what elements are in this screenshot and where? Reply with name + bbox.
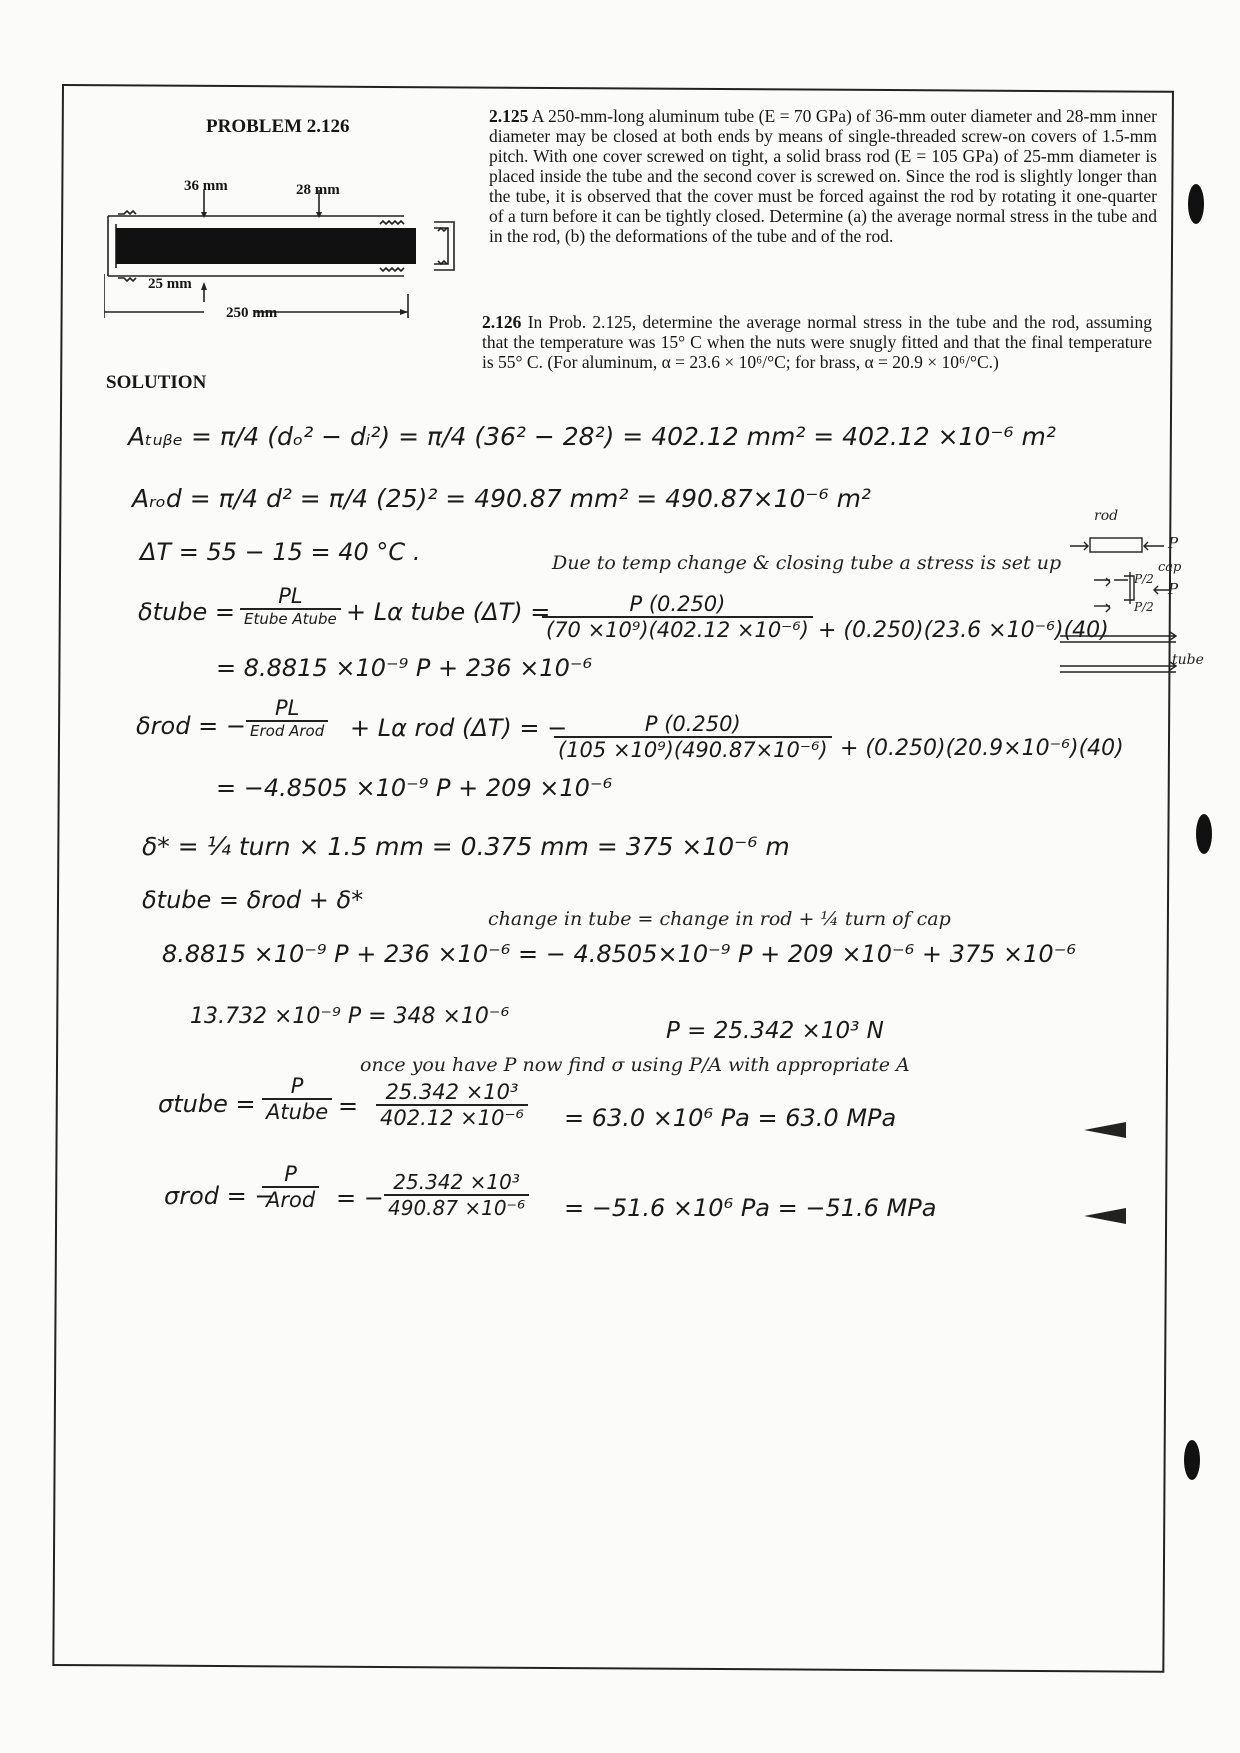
delta-t-line: ΔT = 55 − 15 = 40 °C . <box>140 538 421 566</box>
problem-2-126-number: 2.126 <box>482 312 522 332</box>
dim-rod-diameter: 25 mm <box>148 276 192 292</box>
temp-change-note: Due to temp change & closing tube a stress is set up <box>552 552 1062 574</box>
area-tube-line: Aₜᵤᵦₑ = π/4 (dₒ² − dᵢ²) = π/4 (36² − 28²) = 402.12 mm² = 402.12 ×10⁻⁶ m² <box>128 422 1056 451</box>
area-rod-line: Aᵣₒd = π/4 d² = π/4 (25)² = 490.87 mm² = 490.87×10⁻⁶ m² <box>132 484 871 513</box>
problem-2-125-number: 2.125 <box>489 106 529 126</box>
problem-2-126-text: In Prob. 2.125, determine the average normal stress in the tube and the rod, assuming that the temperature was 15° C when the nuts were snugly fitted and that the final temperature is 55° C. (For aluminum, α = 23.6 × 10⁶/°C; for brass, α = 20.9 × 10⁶/°C.) <box>482 312 1153 372</box>
delta-tube-result: = 8.8815 ×10⁻⁹ P + 236 ×10⁻⁶ <box>216 654 593 682</box>
sketch-p-right: P <box>1168 580 1179 598</box>
delta-rod-fraction-1 <box>246 696 328 740</box>
problem-title: PROBLEM 2.126 <box>206 116 350 137</box>
fraction-denominator: Etube Atube <box>244 610 337 628</box>
fraction-numerator: PL <box>246 696 328 722</box>
delta-tube-fraction-2 <box>542 592 813 642</box>
compatibility-note: change in tube = change in rod + ¼ turn of cap <box>488 908 951 930</box>
problem-2-126 <box>482 312 1152 372</box>
solution-label: SOLUTION <box>106 372 207 393</box>
sigma-rod-equals: = − <box>336 1184 384 1212</box>
sigma-tube-lhs: σtube = <box>158 1090 256 1118</box>
fraction-numerator: PL <box>240 584 341 610</box>
delta-rod-fraction-2 <box>554 712 832 762</box>
delta-tube-lhs: δtube = <box>138 598 236 626</box>
fraction-numerator: P <box>262 1162 319 1188</box>
delta-rod-lhs: δrod = − <box>136 712 246 740</box>
p-result: P = 25.342 ×10³ N <box>666 1018 884 1044</box>
sketch-tube-label: tube <box>1172 652 1204 668</box>
solve-p-line: 13.732 ×10⁻⁹ P = 348 ×10⁻⁶ <box>190 1004 510 1029</box>
sigma-rod-lhs: σrod = − <box>164 1182 275 1210</box>
problem-2-125-text: A 250-mm-long aluminum tube (E = 70 GPa) of 36-mm outer diameter and 28-mm inner diameter may be closed at both ends by means of single-threaded screw-on covers of 1.5-mm pitch. With one cover screwed on tight, a solid brass rod (E = 105 GPa) of 25-mm diameter is placed inside the tube and the second cover is screwed on. Since the rod is slightly longer than the tube, it is observed that the cover must be forced against the rod by rotating it one-quarter of a turn before it can be tightly closed. Determine (a) the average normal stress in the tube and in the rod, (b) the deformations of the tube and of the rod. <box>489 106 1157 246</box>
fraction-denominator: Erod Arod <box>250 722 325 740</box>
delta-tube-thermal: + Lα tube (ΔT) = <box>346 598 551 626</box>
sketch-cap-label: cap <box>1158 560 1182 575</box>
problem-2-125 <box>489 106 1157 246</box>
fraction-denominator: Atube <box>266 1100 329 1124</box>
delta-rod-thermal-values: + (0.250)(20.9×10⁻⁶)(40) <box>840 736 1124 761</box>
binder-hole-top <box>1188 184 1204 224</box>
sigma-tube-fraction-2 <box>376 1080 528 1130</box>
sketch-p-half-2: P/2 <box>1134 600 1154 614</box>
dim-outer-diameter: 36 mm <box>184 178 228 194</box>
sketch-p-half-1: P/2 <box>1134 572 1154 586</box>
compatibility-expanded: 8.8815 ×10⁻⁹ P + 236 ×10⁻⁶ = − 4.8505×10⁻⁹ P + 209 ×10⁻⁶ + 375 ×10⁻⁶ <box>162 940 1076 968</box>
free-body-sketch <box>1060 520 1180 690</box>
delta-star-line: δ* = ¼ turn × 1.5 mm = 0.375 mm = 375 ×10⁻⁶ m <box>142 832 790 861</box>
sketch-p-top: P <box>1168 534 1179 552</box>
fraction-numerator: 25.342 ×10³ <box>376 1080 528 1106</box>
fraction-denominator: 490.87 ×10⁻⁶ <box>388 1196 526 1220</box>
sketch-rod-label: rod <box>1094 508 1119 524</box>
sigma-tube-result: = 63.0 ×10⁶ Pa = 63.0 MPa <box>564 1104 897 1132</box>
sigma-rod-fraction-2 <box>384 1170 529 1220</box>
fraction-denominator: (105 ×10⁹)(490.87×10⁻⁶) <box>558 738 828 762</box>
fraction-numerator: 25.342 ×10³ <box>384 1170 529 1196</box>
sigma-rod-fraction-1 <box>262 1162 319 1212</box>
fraction-numerator: P <box>262 1074 332 1100</box>
answer-marker-icon <box>1084 1208 1126 1224</box>
dim-length: 250 mm <box>226 305 278 321</box>
tube-diagram <box>104 176 474 326</box>
sigma-tube-equals: = <box>338 1092 359 1120</box>
fraction-denominator: Arod <box>266 1188 316 1212</box>
binder-hole-middle <box>1196 814 1212 854</box>
fraction-denominator: (70 ×10⁹)(402.12 ×10⁻⁶) <box>546 618 809 642</box>
stress-note: once you have P now find σ using P/A with appropriate A <box>360 1054 910 1076</box>
fraction-denominator: 402.12 ×10⁻⁶ <box>380 1106 524 1130</box>
compatibility-line: δtube = δrod + δ* <box>142 886 364 914</box>
answer-marker-icon <box>1084 1122 1126 1138</box>
delta-rod-result: = −4.8505 ×10⁻⁹ P + 209 ×10⁻⁶ <box>216 774 613 802</box>
delta-rod-thermal: + Lα rod (ΔT) = − <box>350 714 568 742</box>
sigma-tube-fraction-1 <box>262 1074 332 1124</box>
binder-hole-bottom <box>1184 1440 1200 1480</box>
delta-tube-thermal-values: + (0.250)(23.6 ×10⁻⁶)(40) <box>818 618 1109 643</box>
dim-inner-diameter: 28 mm <box>296 182 340 198</box>
delta-tube-fraction-1 <box>240 584 341 628</box>
fraction-numerator: P (0.250) <box>554 712 832 738</box>
sigma-rod-result: = −51.6 ×10⁶ Pa = −51.6 MPa <box>564 1194 937 1222</box>
fraction-numerator: P (0.250) <box>542 592 813 618</box>
